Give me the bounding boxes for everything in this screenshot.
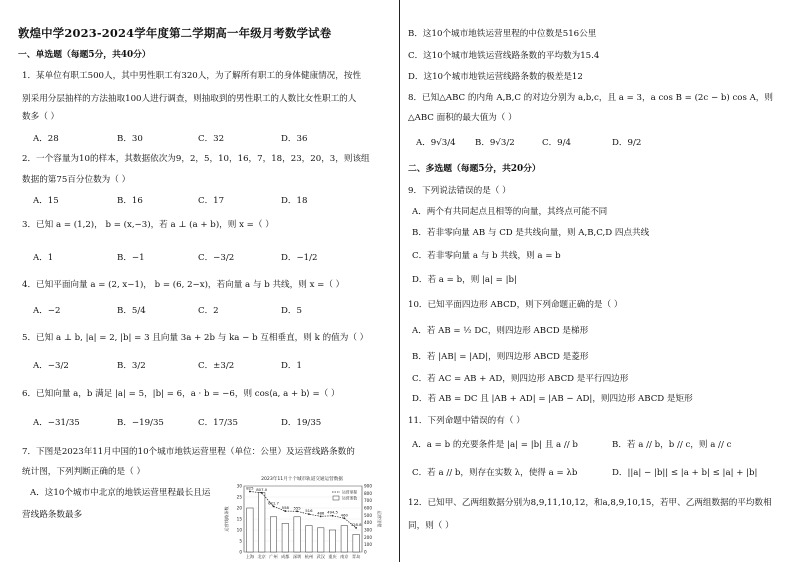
column-divider <box>399 0 400 562</box>
q3-stem: 3．已知 a = (1,2)， b = (x,−3)，若 a ⊥ (a + b)，则 x =（ ） <box>22 220 274 230</box>
section-single-choice: 一、单选题（每题5分，共40分） <box>18 50 151 60</box>
q4-option-a: A．−2 <box>33 306 61 316</box>
q2-option-d: D．18 <box>281 196 308 206</box>
x-tick-label: 重庆 <box>328 554 337 559</box>
q1-option-a: A．28 <box>33 134 59 144</box>
bar-深圳 <box>294 517 300 552</box>
q9-option-d: D．若 a = b，则 |a| = |b| <box>412 275 517 285</box>
q1-option-d: D．36 <box>281 134 308 144</box>
q11-option-b: B．若 a // b，b // c，则 a // c <box>612 440 732 450</box>
q10-option-c: C．若 AC = AB + AD，则四边形 ABCD 是平行四边形 <box>412 374 629 384</box>
q7-option-c: C．这10个城市地铁运营线路条数的平均数为15.4 <box>408 51 600 61</box>
q4-option-d: D．5 <box>281 306 302 316</box>
left-tick-label: 15 <box>236 516 242 522</box>
bar-南京 <box>341 526 347 552</box>
x-tick-label: 成都 <box>281 554 290 559</box>
left-tick-label: 25 <box>236 494 242 500</box>
right-tick-label: 400 <box>364 520 372 526</box>
q9-option-b: B．若非零向量 AB 与 CD 是共线向量，则 A,B,C,D 四点共线 <box>412 228 650 238</box>
q6-option-b: B．−19/35 <box>117 418 164 428</box>
q12-line1: 12．已知甲、乙两组数据分别为8,9,11,10,12，和a,8,9,10,15，若甲、乙两组数据的平均数相 <box>408 498 772 508</box>
legend-lines: 运营条数 <box>342 495 358 501</box>
q4-option-c: C．2 <box>198 306 219 316</box>
q7-option-d: D．这10个城市地铁运营线路条数的极差是12 <box>408 72 583 82</box>
q2-line2: 数据的第75百分位数为（ ） <box>22 175 131 185</box>
right-axis-label: 运营里程 <box>377 510 382 528</box>
km-point-北京 <box>261 492 263 494</box>
km-data-label: 486 <box>317 510 325 516</box>
bar-重庆 <box>329 530 335 552</box>
right-tick-label: 0 <box>364 549 367 555</box>
km-point-成都 <box>284 510 286 512</box>
bar-广州 <box>270 517 276 552</box>
q7-line2: 统计图，下列判断正确的是（ ） <box>22 467 146 477</box>
q1-line2: 别采用分层抽样的方法抽取100人进行调查，则抽取到的男性职工的人数比女性职工的人 <box>22 94 357 104</box>
q1-line1: 1．某单位有职工500人，其中男性职工有320人，为了解所有职工的身体健康情况，按性 <box>22 71 362 81</box>
q12-line2: 同，则（ ） <box>408 521 454 531</box>
km-data-label: 558 <box>281 505 289 511</box>
q8-option-a: A．9√3/4 <box>416 138 456 148</box>
q5-option-d: D．1 <box>281 361 302 371</box>
km-point-南京 <box>343 517 345 519</box>
km-data-label: 328.8 <box>350 521 362 527</box>
km-point-深圳 <box>296 510 298 512</box>
right-tick-label: 100 <box>364 542 372 548</box>
q11-option-a: A．a = b 的充要条件是 |a| = |b| 且 a // b <box>412 440 578 450</box>
page-title: 敦煌中学2023-2024学年度第二学期高一年级月考数学试卷 <box>18 26 332 40</box>
left-axis-label: 运营线路条数 <box>224 506 229 532</box>
km-data-label: 825 <box>246 485 254 491</box>
right-tick-label: 200 <box>364 534 372 540</box>
q3-option-c: C．−3/2 <box>198 253 235 263</box>
km-point-重庆 <box>332 515 334 517</box>
km-point-武汉 <box>320 515 322 517</box>
bar-杭州 <box>306 526 312 552</box>
q10-stem: 10．已知平面四边形 ABCD，则下列命题正确的是（ ） <box>408 300 623 310</box>
left-tick-label: 20 <box>236 505 242 511</box>
km-data-label: 555 <box>293 505 301 511</box>
left-tick-label: 0 <box>239 549 242 555</box>
q11-option-d: D．||a| − |b|| ≤ |a + b| ≤ |a| + |b| <box>612 468 758 478</box>
right-tick-label: 900 <box>364 483 372 489</box>
q1-option-c: C．32 <box>198 134 225 144</box>
q9-option-a: A．两个有共同起点且相等的向量，其终点可能不同 <box>412 207 608 217</box>
q3-option-d: D．−1/2 <box>281 253 318 263</box>
q6-stem: 6．已知向量 a，b 满足 |a| = 5，|b| = 6，a · b = −6，则 cos⟨a, a + b⟩ =（ ） <box>22 389 340 399</box>
right-column <box>402 0 794 562</box>
q8-option-d: D．9/2 <box>612 138 642 148</box>
q9-option-c: C．若非零向量 a 与 b 共线，则 a = b <box>412 251 561 261</box>
km-data-label: 621.7 <box>268 500 279 506</box>
bar-上海 <box>247 508 253 552</box>
km-point-上海 <box>249 491 251 493</box>
q7-option-a-line1: A．这10个城市中北京的地铁运营里程最长且运 <box>30 488 211 498</box>
q7-option-b: B．这10个城市地铁运营里程的中位数是516公里 <box>408 29 597 39</box>
q9-stem: 9．下列说法错误的是（ ） <box>408 186 511 196</box>
q5-option-a: A．−3/2 <box>33 361 69 371</box>
right-tick-label: 700 <box>364 498 372 504</box>
q6-option-d: D．19/35 <box>281 418 322 428</box>
q6-option-c: C．17/35 <box>198 418 238 428</box>
q3-option-b: B．−1 <box>117 253 145 263</box>
x-tick-label: 广州 <box>269 554 278 559</box>
q11-option-c: C．若 a // b，则存在实数 λ，使得 a = λb <box>412 468 578 478</box>
left-tick-label: 10 <box>236 527 242 533</box>
q11-stem: 11．下列命题中错误的有（ ） <box>408 416 525 426</box>
section-multiple-choice: 二、多选题（每题5分，共20分） <box>408 164 541 174</box>
q2-option-a: A．15 <box>33 196 59 206</box>
left-tick-label: 5 <box>239 538 242 544</box>
q8-option-b: B．9√3/2 <box>475 138 515 148</box>
metro-chart <box>222 474 382 562</box>
km-data-label: 460 <box>340 512 348 518</box>
x-tick-label: 深圳 <box>292 554 302 559</box>
x-tick-label: 杭州 <box>304 554 314 559</box>
q7-option-a-line2: 营线路条数最多 <box>22 510 83 520</box>
q1-line3: 数多（ ） <box>22 112 60 122</box>
q10-option-d: D．若 AB = DC 且 |AB + AD| = |AB − AD|，则四边形 ABCD 是矩形 <box>412 394 693 404</box>
km-data-label: 516 <box>305 508 313 514</box>
q3-option-a: A．1 <box>33 253 54 263</box>
left-tick-label: 30 <box>236 483 242 489</box>
q2-line1: 2．一个容量为10的样本，其数据依次为9，2，5，10，16，7，18，23，20，3，则该组 <box>22 154 370 164</box>
x-tick-label: 青岛 <box>351 554 361 559</box>
legend-km: 运营里程 <box>342 489 358 495</box>
q10-option-b: B．若 |AB| = |AD|，则四边形 ABCD 是菱形 <box>412 352 589 362</box>
q8-option-c: C．9/4 <box>542 138 571 148</box>
right-tick-label: 300 <box>364 527 372 533</box>
q2-option-b: B．16 <box>117 196 143 206</box>
bar-武汉 <box>317 528 323 552</box>
q5-option-c: C．±3/2 <box>198 361 235 371</box>
chart-title: 2023年11月十个城市轨道交通运营数据 <box>261 477 343 482</box>
q8-line2: △ABC 面积的最大值为（ ） <box>408 113 517 123</box>
x-tick-label: 武汉 <box>316 554 325 559</box>
q8-line1: 8．已知△ABC 的内角 A,B,C 的对边分别为 a,b,c，且 a = 3，a cos B = (2c − b) cos A，则 <box>408 93 773 103</box>
q4-option-b: B．5/4 <box>117 306 146 316</box>
q4-stem: 4．已知平面向量 a = (2, x−1)， b = (6, 2−x)，若向量 a 与 b 共线，则 x =（ ） <box>22 280 345 290</box>
km-point-青岛 <box>355 527 357 529</box>
q1-option-b: B．30 <box>117 134 143 144</box>
q6-option-a: A．−31/35 <box>33 418 80 428</box>
km-point-杭州 <box>308 513 310 515</box>
x-tick-label: 南京 <box>340 554 349 559</box>
q7-line1: 7．下图是2023年11月中国的10个城市地铁运营里程（单位：公里）及运营线路条数的 <box>22 447 355 457</box>
q10-option-a: A．若 AB = ½ DC，则四边形 ABCD 是梯形 <box>412 326 589 336</box>
x-tick-label: 北京 <box>257 554 266 559</box>
bar-北京 <box>258 493 264 552</box>
right-tick-label: 800 <box>364 490 372 496</box>
x-tick-label: 上海 <box>245 554 255 559</box>
right-tick-label: 500 <box>364 512 372 518</box>
km-data-label: 494.5 <box>327 509 338 515</box>
bar-青岛 <box>353 534 359 552</box>
legend-bar-swatch <box>333 496 339 500</box>
q5-stem: 5．已知 a ⊥ b, |a| = 2, |b| = 3 且向量 3a + 2b 与 ka − b 互相垂直，则 k 的值为（ ） <box>22 333 369 343</box>
bar-成都 <box>282 523 288 552</box>
km-point-广州 <box>273 506 275 508</box>
right-tick-label: 600 <box>364 505 372 511</box>
km-data-label: 807.0 <box>256 486 268 492</box>
q5-option-b: B．3/2 <box>117 361 146 371</box>
q2-option-c: C．17 <box>198 196 225 206</box>
